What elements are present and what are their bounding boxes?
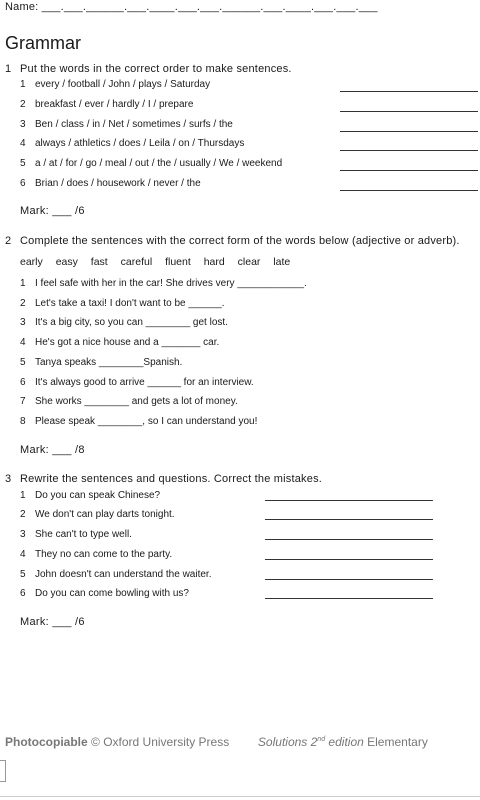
item-number: 4 (20, 138, 26, 149)
exercise3-mark: Mark: ___ /6 (20, 616, 85, 628)
answer-line[interactable] (265, 519, 433, 520)
exercise1-item (20, 138, 244, 149)
exercise2-number: 2 (5, 235, 12, 247)
item-number: 2 (20, 298, 26, 309)
item-number: 1 (20, 490, 26, 501)
exercise1-mark: Mark: ___ /6 (20, 205, 85, 217)
item-text: They no can come to the party. (35, 549, 173, 560)
answer-line[interactable] (340, 131, 478, 132)
item-text: He's got a nice house and a _______ car. (35, 337, 220, 348)
word-bank-item: hard (203, 256, 225, 268)
exercise3-heading (5, 473, 322, 485)
exercise2-item (20, 416, 257, 427)
word-bank-item: careful (120, 256, 153, 268)
item-number: 2 (20, 509, 26, 520)
item-text: every / football / John / plays / Saturday (35, 79, 211, 90)
item-number: 1 (20, 79, 26, 90)
exercise2-item (20, 337, 219, 348)
item-number: 4 (20, 549, 26, 560)
item-number: 1 (20, 278, 26, 289)
item-text: Do you can speak Chinese? (35, 490, 161, 501)
answer-line[interactable] (340, 150, 478, 151)
item-text: She can't to type well. (35, 529, 132, 540)
item-number: 3 (20, 317, 26, 328)
answer-line[interactable] (265, 579, 433, 580)
item-number: 6 (20, 178, 26, 189)
item-number: 8 (20, 416, 26, 427)
exercise1-item (20, 178, 201, 189)
exercise3-item (20, 549, 172, 560)
answer-line[interactable] (340, 91, 478, 92)
item-text: It's a big city, so you can ________ get lost. (35, 317, 228, 328)
answer-line[interactable] (340, 111, 478, 112)
exercise1-item (20, 158, 282, 169)
answer-line[interactable] (265, 598, 433, 599)
series-title: Solutions 2nd edition (257, 735, 364, 749)
item-number: 6 (20, 377, 26, 388)
item-text: I feel safe with her in the car! She drives very ____________. (35, 278, 307, 289)
word-bank-item: easy (55, 256, 78, 268)
item-number: 7 (20, 396, 26, 407)
exercise2-item (20, 278, 307, 289)
item-text: Do you can come bowling with us? (35, 588, 189, 599)
item-text: John doesn't can understand the waiter. (35, 569, 212, 580)
word-bank-item: clear (237, 256, 261, 268)
exercise1-instruction: Put the words in the correct order to make sentences. (20, 63, 292, 75)
word-bank-item: fast (90, 256, 108, 268)
answer-line[interactable] (265, 559, 433, 560)
exercise3-item (20, 509, 175, 520)
item-text: We don't can play darts tonight. (35, 509, 175, 520)
item-number: 5 (20, 569, 26, 580)
answer-line[interactable] (340, 190, 478, 191)
word-bank-item: early (20, 256, 43, 268)
copyright-text: © Oxford University Press (91, 735, 230, 749)
word-bank-item: fluent (165, 256, 191, 268)
exercise2-heading (5, 235, 460, 247)
item-number: 6 (20, 588, 26, 599)
word-bank-item: late (273, 256, 291, 268)
exercise1-item (20, 99, 193, 110)
exercise2-item (20, 357, 182, 368)
item-number: 4 (20, 337, 26, 348)
answer-line[interactable] (265, 539, 433, 540)
item-number: 5 (20, 357, 26, 368)
exercise3-number: 3 (5, 473, 12, 485)
exercise3-item (20, 569, 211, 580)
item-number: 3 (20, 119, 26, 130)
item-text: Let's take a taxi! I don't want to be ______. (35, 298, 225, 309)
item-text: Tanya speaks ________Spanish. (35, 357, 183, 368)
name-field-line: Name: ___.___.______.___.____.___.___.______.___.____.___.___.___ (5, 1, 378, 13)
exercise2-item (20, 377, 254, 388)
exercise2-item (20, 298, 225, 309)
exercise1-number: 1 (5, 63, 12, 75)
item-number: 3 (20, 529, 26, 540)
exercise2-instruction: Complete the sentences with the correct form of the words below (adjective or adverb). (20, 235, 460, 247)
item-text: Brian / does / housework / never / the (35, 178, 201, 189)
word-bank (20, 256, 300, 268)
exercise1-heading (5, 63, 292, 75)
page-footer (5, 735, 428, 749)
exercise2-item (20, 396, 238, 407)
item-text: Please speak ________, so I can understand you! (35, 416, 258, 427)
answer-line[interactable] (340, 170, 478, 171)
exercise2-item (20, 317, 228, 328)
exercise3-item (20, 490, 160, 501)
exercise3-item (20, 588, 189, 599)
item-text: breakfast / ever / hardly / I / prepare (35, 99, 194, 110)
page-edge-divider (0, 796, 480, 797)
item-text: Ben / class / in / Net / sometimes / surfs / the (35, 119, 233, 130)
item-text: She works ________ and gets a lot of money. (35, 396, 238, 407)
item-text: It's always good to arrive ______ for an interview. (35, 377, 254, 388)
answer-line[interactable] (265, 500, 433, 501)
page-title: Grammar (5, 33, 81, 53)
item-text: a / at / for / go / meal / out / the / usually / We / weekend (35, 158, 283, 169)
exercise2-mark: Mark: ___ /8 (20, 444, 85, 456)
item-number: 2 (20, 99, 26, 110)
exercise1-item (20, 79, 210, 90)
page-corner-mark (0, 760, 6, 782)
photocopiable-label: Photocopiable (5, 735, 88, 749)
exercise3-item (20, 529, 132, 540)
series-level: Elementary (367, 735, 428, 749)
item-number: 5 (20, 158, 26, 169)
exercise1-item (20, 119, 233, 130)
exercise3-instruction: Rewrite the sentences and questions. Correct the mistakes. (20, 473, 323, 485)
item-text: always / athletics / does / Leila / on / Thursdays (35, 138, 245, 149)
